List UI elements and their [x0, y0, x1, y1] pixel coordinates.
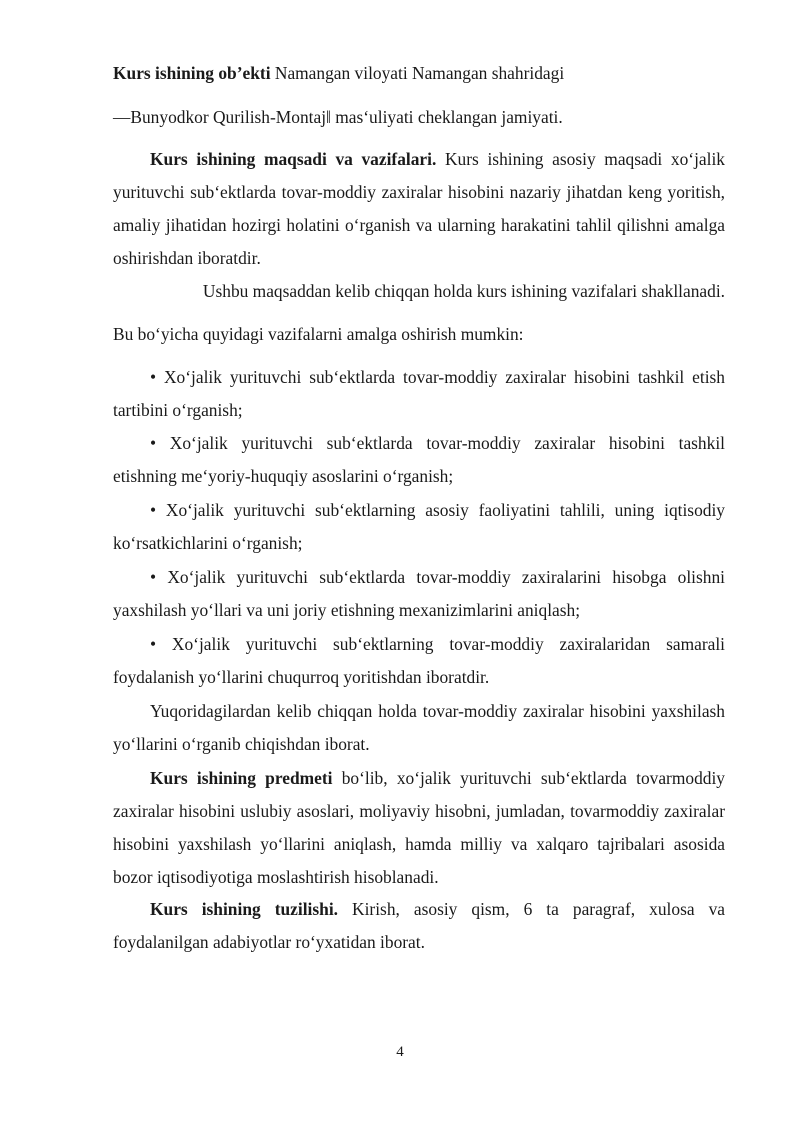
task-item-2: • Xo‘jalik yurituvchi sub‘ektlarda tovar-moddiy zaxiralar hisobini tashkil etishning me‘yoriy-huquqiy asoslarini o‘rganish; — [113, 433, 725, 486]
conclusion-paragraph: Yuqoridagilardan kelib chiqqan holda tovar-moddiy zaxiralar hisobini yaxshilash yo‘llarini o‘rganib chiqishdan iborat. — [113, 701, 725, 754]
object-line-2: ―Bunyodkor Qurilish-Montaj‖ mas‘uliyati cheklangan jamiyati. — [113, 107, 563, 127]
subject-text: bo‘lib, xo‘jalik yurituvchi sub‘ektlarda tovarmoddiy zaxiralar hisobini uslubiy asoslari, moliyaviy hisobni, jumladan, tovarmoddiy zaxiralar hisobini yaxshilash yo‘llarini aniqlash, hamda milliy va xalqaro tajribalari asosida bozor iqtisodiyotiga moslashtirish hisoblanadi. — [113, 768, 725, 887]
purpose-text: Kurs ishining asosiy maqsadi xo‘jalik yurituvchi sub‘ektlarda tovar-moddiy zaxiralar hisobini nazariy jihatdan keng yoritish, amaliy jihatidan hozirgi holatini o‘rganish va ularning harakatini tahlil qilishni amalga oshirishdan iboratdir. — [113, 149, 725, 268]
tasks-intro-line-1: Ushbu maqsaddan kelib chiqqan holda kurs ishining vazifalari shakllanadi. — [202, 281, 725, 301]
task-item-4: • Xo‘jalik yurituvchi sub‘ektlarda tovar-moddiy zaxiralarini hisobga olishni yaxshilash yo‘llari va uni joriy etishning mexanizimlarini aniqlash; — [113, 567, 725, 620]
structure-text: Kirish, asosiy qism, 6 ta paragraf, xulosa va foydalanilgan adabiyotlar ro‘yxatidan iborat. — [113, 899, 725, 952]
task-item-5: • Xo‘jalik yurituvchi sub‘ektlarning tovar-moddiy zaxiralaridan samarali foydalanish yo‘llarini chuqurroq yoritishdan iboratdir. — [113, 634, 725, 687]
object-label: Kurs ishining ob’ekti — [113, 63, 271, 83]
subject-label: Kurs ishining predmeti — [150, 768, 333, 788]
object-line-1 — [113, 62, 564, 84]
page-number: 4 — [396, 1044, 404, 1060]
structure-paragraph — [113, 893, 725, 959]
tasks-intro-line-2: Bu bo‘yicha quyidagi vazifalarni amalga oshirish mumkin: — [113, 324, 524, 344]
subject-paragraph — [113, 762, 725, 894]
purpose-label: Kurs ishining maqsadi va vazifalari. — [150, 149, 437, 169]
purpose-paragraph — [113, 143, 725, 275]
object-text: Namangan viloyati Namangan shahridagi — [270, 63, 565, 83]
task-item-3: • Xo‘jalik yurituvchi sub‘ektlarning asosiy faoliyatini tahlili, uning iqtisodiy ko‘rsatkichlarini o‘rganish; — [113, 500, 725, 553]
task-item-1: • Xo‘jalik yurituvchi sub‘ektlarda tovar-moddiy zaxiralar hisobini tashkil etish tartibini o‘rganish; — [113, 367, 725, 420]
structure-label: Kurs ishining tuzilishi. — [150, 899, 339, 919]
